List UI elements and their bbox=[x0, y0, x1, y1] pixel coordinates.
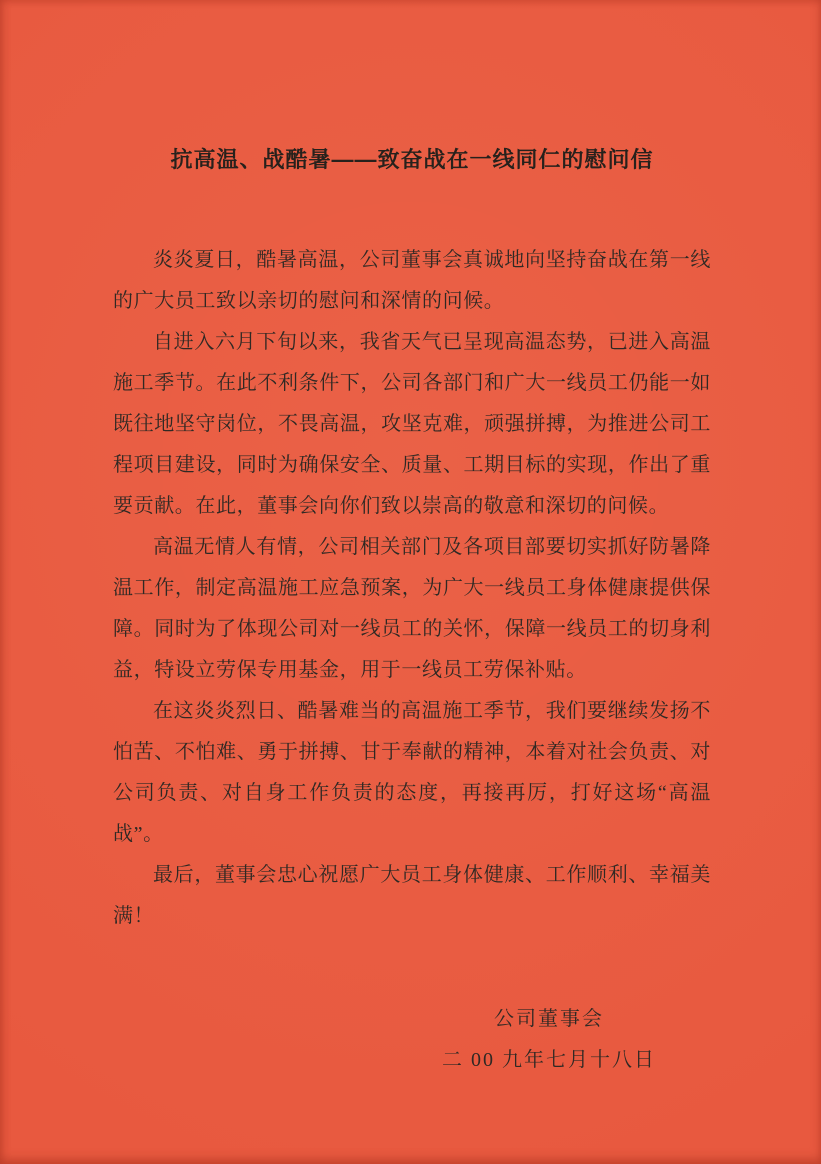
paragraph-encouragement: 在这炎炎烈日、酷暑难当的高温施工季节，我们要继续发扬不怕苦、不怕难、勇于拼搏、甘于奉献的精神，本着对社会负责、对公司负责、对自身工作负责的态度，再接再厉，打好这场“高温战”。 bbox=[113, 700, 711, 845]
letter-title: 抗高温、战酷暑——致奋战在一线同仁的慰问信 bbox=[170, 147, 654, 172]
signoff-block bbox=[289, 999, 809, 1081]
paragraph-situation: 自进入六月下旬以来，我省天气已呈现高温态势，已进入高温施工季节。在此不利条件下，公司各部门和广大一线员工仍能一如既往地坚守岗位，不畏高温，攻坚克难，顽强拼搏，为推进公司工程项目建设，同时为确保安全、质量、工期目标的实现，作出了重要贡献。在此，董事会向你们致以崇高的敬意和深切的问候。 bbox=[113, 331, 711, 517]
paragraph-measures: 高温无情人有情，公司相关部门及各项目部要切实抓好防暑降温工作，制定高温施工应急预案，为广大一线员工身体健康提供保障。同时为了体现公司对一线员工的关怀，保障一线员工的切身利益，特设立劳保专用基金，用于一线员工劳保补贴。 bbox=[113, 536, 711, 681]
paragraph-wishes: 最后，董事会忠心祝愿广大员工身体健康、工作顺利、幸福美满！ bbox=[113, 864, 711, 927]
paragraph-greeting: 炎炎夏日，酷暑高温，公司董事会真诚地向坚持奋战在第一线的广大员工致以亲切的慰问和深情的问候。 bbox=[113, 249, 711, 312]
signature-line: 公司董事会 bbox=[494, 1008, 604, 1030]
letter-body bbox=[113, 240, 711, 937]
date-line: 二 00 九年七月十八日 bbox=[442, 1049, 656, 1071]
